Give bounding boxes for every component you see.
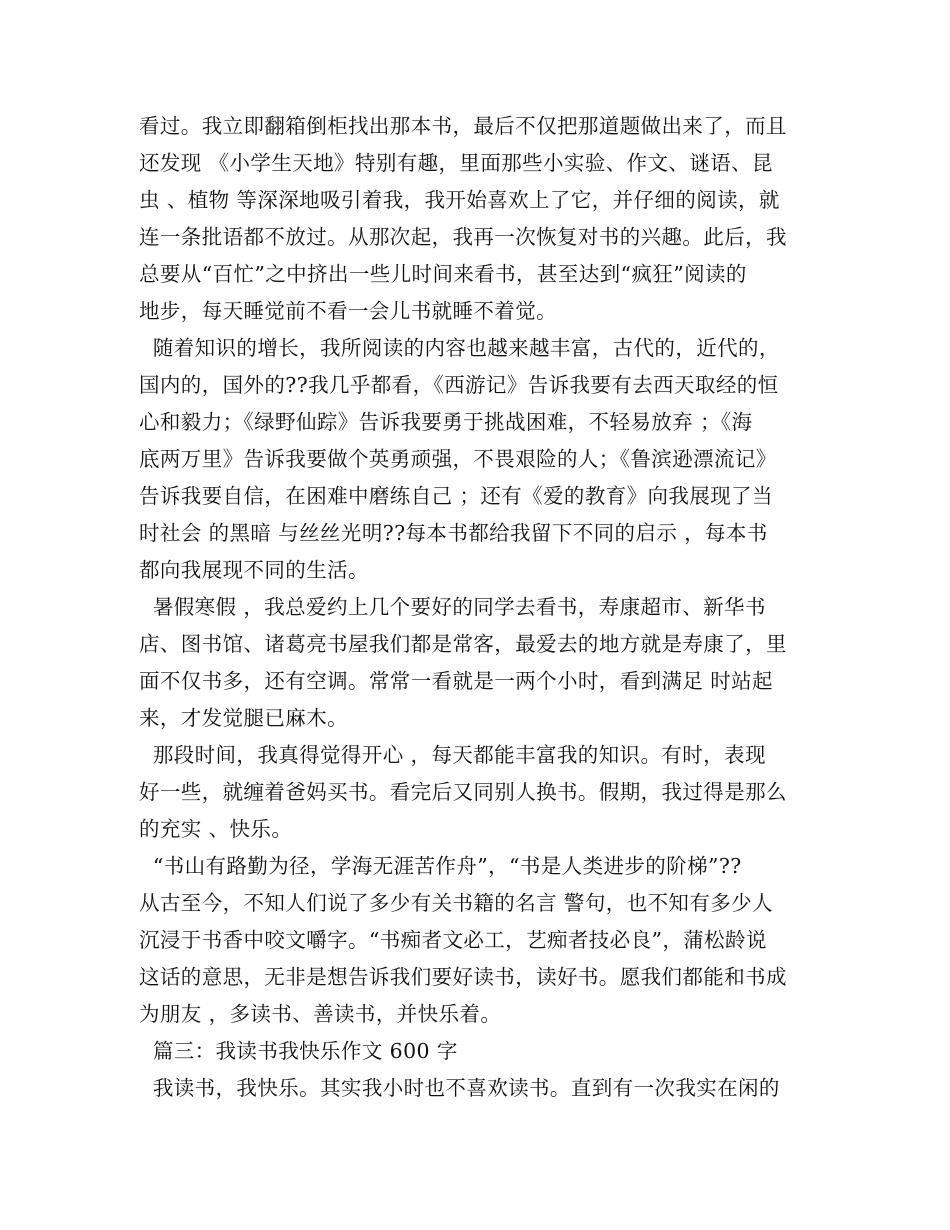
text-line: 时社会 的黑暗 与丝丝光明??每本书都给我留下不同的启示 ，每本书 xyxy=(139,521,768,545)
text-line: 面不仅书多，还有空调。常常一看就是一两个小时，看到满足 时站起 xyxy=(139,669,773,693)
text-line: 这话的意思，无非是想告诉我们要好读书，读好书。愿我们都能和书成 xyxy=(139,965,787,989)
text-line: 连一条批语都不放过。从那次起，我再一次恢复对书的兴趣。此后，我 xyxy=(139,225,787,249)
text-line: 随着知识的增长，我所阅读的内容也越来越丰富，古代的，近代的， xyxy=(139,336,780,360)
text-line: 底两万里》告诉我要做个英勇顽强，不畏艰险的人；《鲁滨逊漂流记》 xyxy=(139,447,777,471)
text-line: 总要从“百忙”之中挤出一些儿时间来看书，甚至达到“疯狂”阅读的 xyxy=(139,262,747,286)
text-line: 国内的，国外的??我几乎都看，《西游记》告诉我要有去西天取经的恒 xyxy=(139,373,779,397)
text-line: 都向我展现不同的生活。 xyxy=(139,558,369,582)
text-line: 地步，每天睡觉前不看一会儿书就睡不着觉。 xyxy=(139,299,557,323)
text-line: 还发现 《小学生天地》特别有趣，里面那些小实验、作文、谜语、昆 xyxy=(139,151,773,175)
section-heading: 篇三：我读书我快乐作文 600 字 xyxy=(139,1039,458,1063)
text-line: 心和毅力；《绿野仙踪》告诉我要勇于挑战困难，不轻易放弃 ；《海 xyxy=(139,410,753,434)
text-line: 那段时间，我真得觉得开心 ，每天都能丰富我的知识。有时，表现 xyxy=(139,743,766,767)
text-line: 看过。我立即翻箱倒柜找出那本书，最后不仅把那道题做出来了，而且 xyxy=(139,114,787,138)
text-line: 来，才发觉腿已麻木。 xyxy=(139,706,348,730)
text-line: 的充实 、快乐。 xyxy=(139,817,293,841)
text-line: 暑假寒假 ，我总爱约上几个要好的同学去看书，寿康超市、新华书 xyxy=(139,595,766,619)
text-line: 告诉我要自信，在困难中磨练自己 ；还有《爱的教育》向我展现了当 xyxy=(139,484,773,508)
text-line: 沉浸于书香中咬文嚼字。“书痴者文必工，艺痴者技必良”，蒲松龄说 xyxy=(139,928,767,952)
text-line: 为朋友 ，多读书、善读书，并快乐着。 xyxy=(139,1002,502,1026)
text-line: 店、图书馆、诸葛亮书屋我们都是常客，最爱去的地方就是寿康了，里 xyxy=(139,632,787,656)
text-line: 好一些，就缠着爸妈买书。看完后又同别人换书。假期，我过得是那么 xyxy=(139,780,787,804)
text-line: “书山有路勤为径，学海无涯苦作舟”，“书是人类进步的阶梯”?? xyxy=(139,854,742,878)
text-line: 从古至今，不知人们说了多少有关书籍的名言 警句，也不知有多少人 xyxy=(139,891,773,915)
text-line: 我读书，我快乐。其实我小时也不喜欢读书。直到有一次我实在闲的 xyxy=(139,1076,780,1100)
text-line: 虫 、植物 等深深地吸引着我，我开始喜欢上了它，并仔细的阅读，就 xyxy=(139,188,780,212)
essay-text xyxy=(139,108,819,1107)
